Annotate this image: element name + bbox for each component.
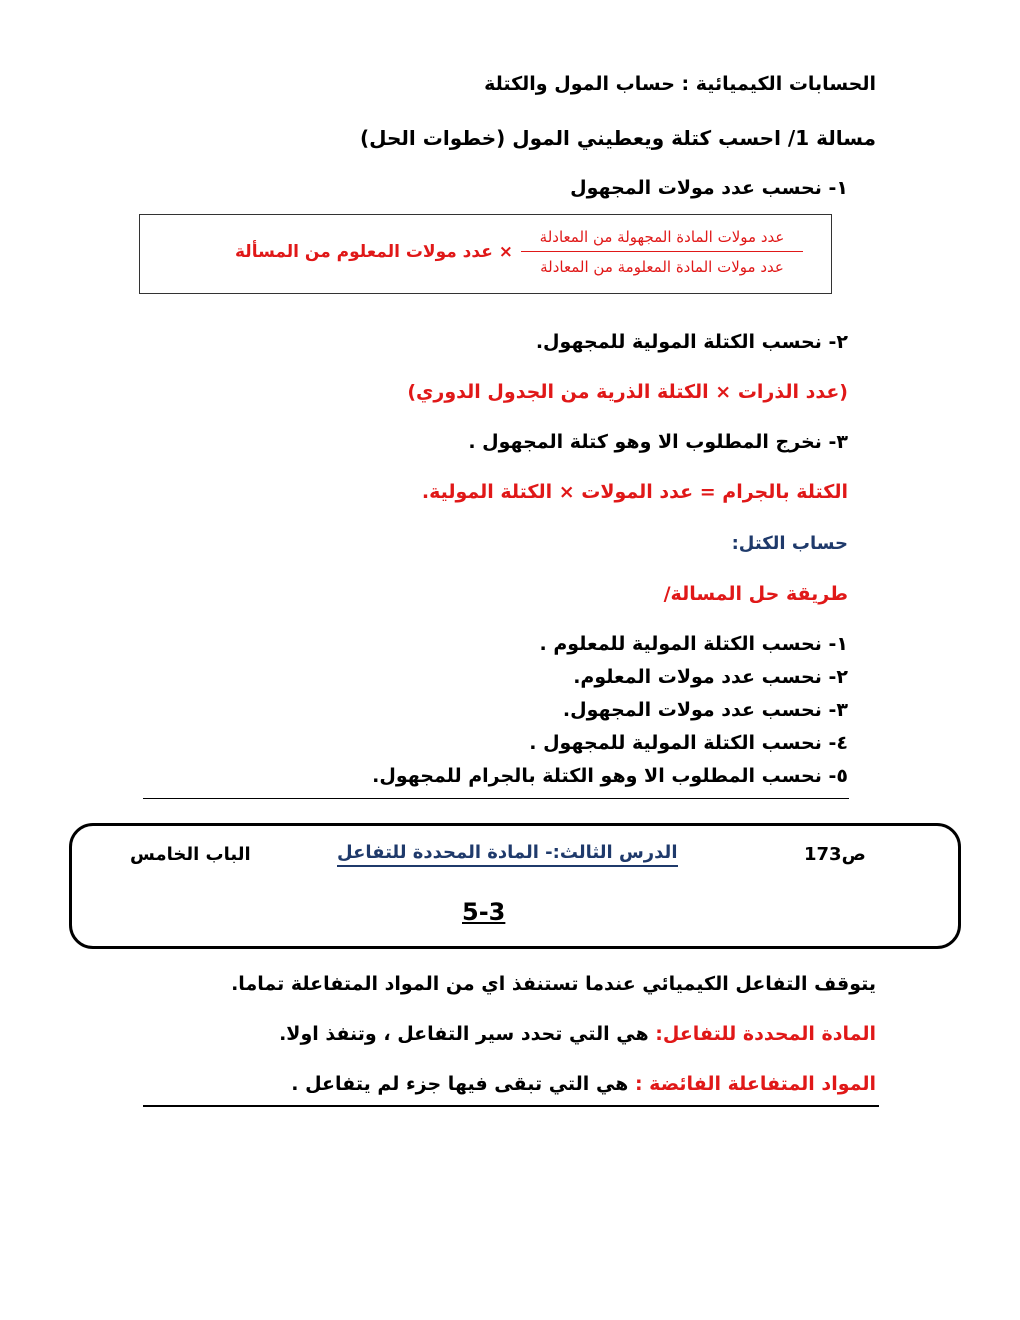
step-1: ١- نحسب عدد مولات المجهول <box>570 177 848 199</box>
fraction-denominator: عدد مولات المادة المعلومة من المعادلة <box>540 258 784 276</box>
step-3: ٣- نخرج المطلوب الا وهو كتلة المجهول . <box>468 431 848 453</box>
lesson-code: 5-3 <box>462 898 506 926</box>
limiting-reactant-definition <box>279 1020 876 1048</box>
page-number: ص173 <box>804 844 866 865</box>
page-title: الحسابات الكيميائية : حساب المول والكتلة <box>484 73 876 95</box>
method-heading: طريقة حل المسالة/ <box>663 583 848 605</box>
method-step: ١- نحسب الكتلة المولية للمعلوم . <box>539 633 848 655</box>
mole-ratio-fraction <box>521 225 803 279</box>
excess-definition: هي التي تبقى فيها جزء لم يتفاعل . <box>291 1073 635 1095</box>
mass-calc-heading: حساب الكتل: <box>731 533 848 554</box>
step-2: ٢- نحسب الكتلة المولية للمجهول. <box>535 331 848 353</box>
bottom-divider <box>143 1105 879 1107</box>
unit-label: الباب الخامس <box>130 844 251 865</box>
method-step: ٤- نحسب الكتلة المولية للمجهول . <box>529 732 848 754</box>
fraction-numerator: عدد مولات المادة المجهولة من المعادلة <box>521 225 803 252</box>
excess-term: المواد المتفاعلة الفائضة : <box>634 1073 876 1095</box>
step-2-note: (عدد الذرات × الكتلة الذرية من الجدول الدوري) <box>407 381 848 403</box>
method-step: ٢- نحسب عدد مولات المعلوم. <box>573 666 848 688</box>
excess-reactant-definition <box>291 1070 876 1098</box>
method-step: ٥- نحسب المطلوب الا وهو الكتلة بالجرام للمجهول. <box>372 765 848 787</box>
lesson-title: الدرس الثالث:- المادة المحددة للتفاعل <box>337 842 678 867</box>
stop-sentence: يتوقف التفاعل الكيميائي عندما تستنفذ اي من المواد المتفاعلة تماما. <box>231 973 876 995</box>
lesson-header-box <box>69 823 961 949</box>
step-3-formula: الكتلة بالجرام = عدد المولات × الكتلة المولية. <box>421 481 848 503</box>
limiting-term: المادة المحددة للتفاعل: <box>655 1023 876 1045</box>
equation-box <box>139 214 832 294</box>
limiting-definition: هي التي تحدد سير التفاعل ، وتنفذ اولا. <box>279 1023 656 1045</box>
method-step: ٣- نحسب عدد مولات المجهول. <box>562 699 848 721</box>
equation-multiplier: × عدد مولات المعلوم من المسألة <box>235 242 513 262</box>
section-divider <box>143 798 849 799</box>
problem-heading: مسالة 1/ احسب كتلة ويعطيني المول (خطوات الحل) <box>360 126 876 150</box>
